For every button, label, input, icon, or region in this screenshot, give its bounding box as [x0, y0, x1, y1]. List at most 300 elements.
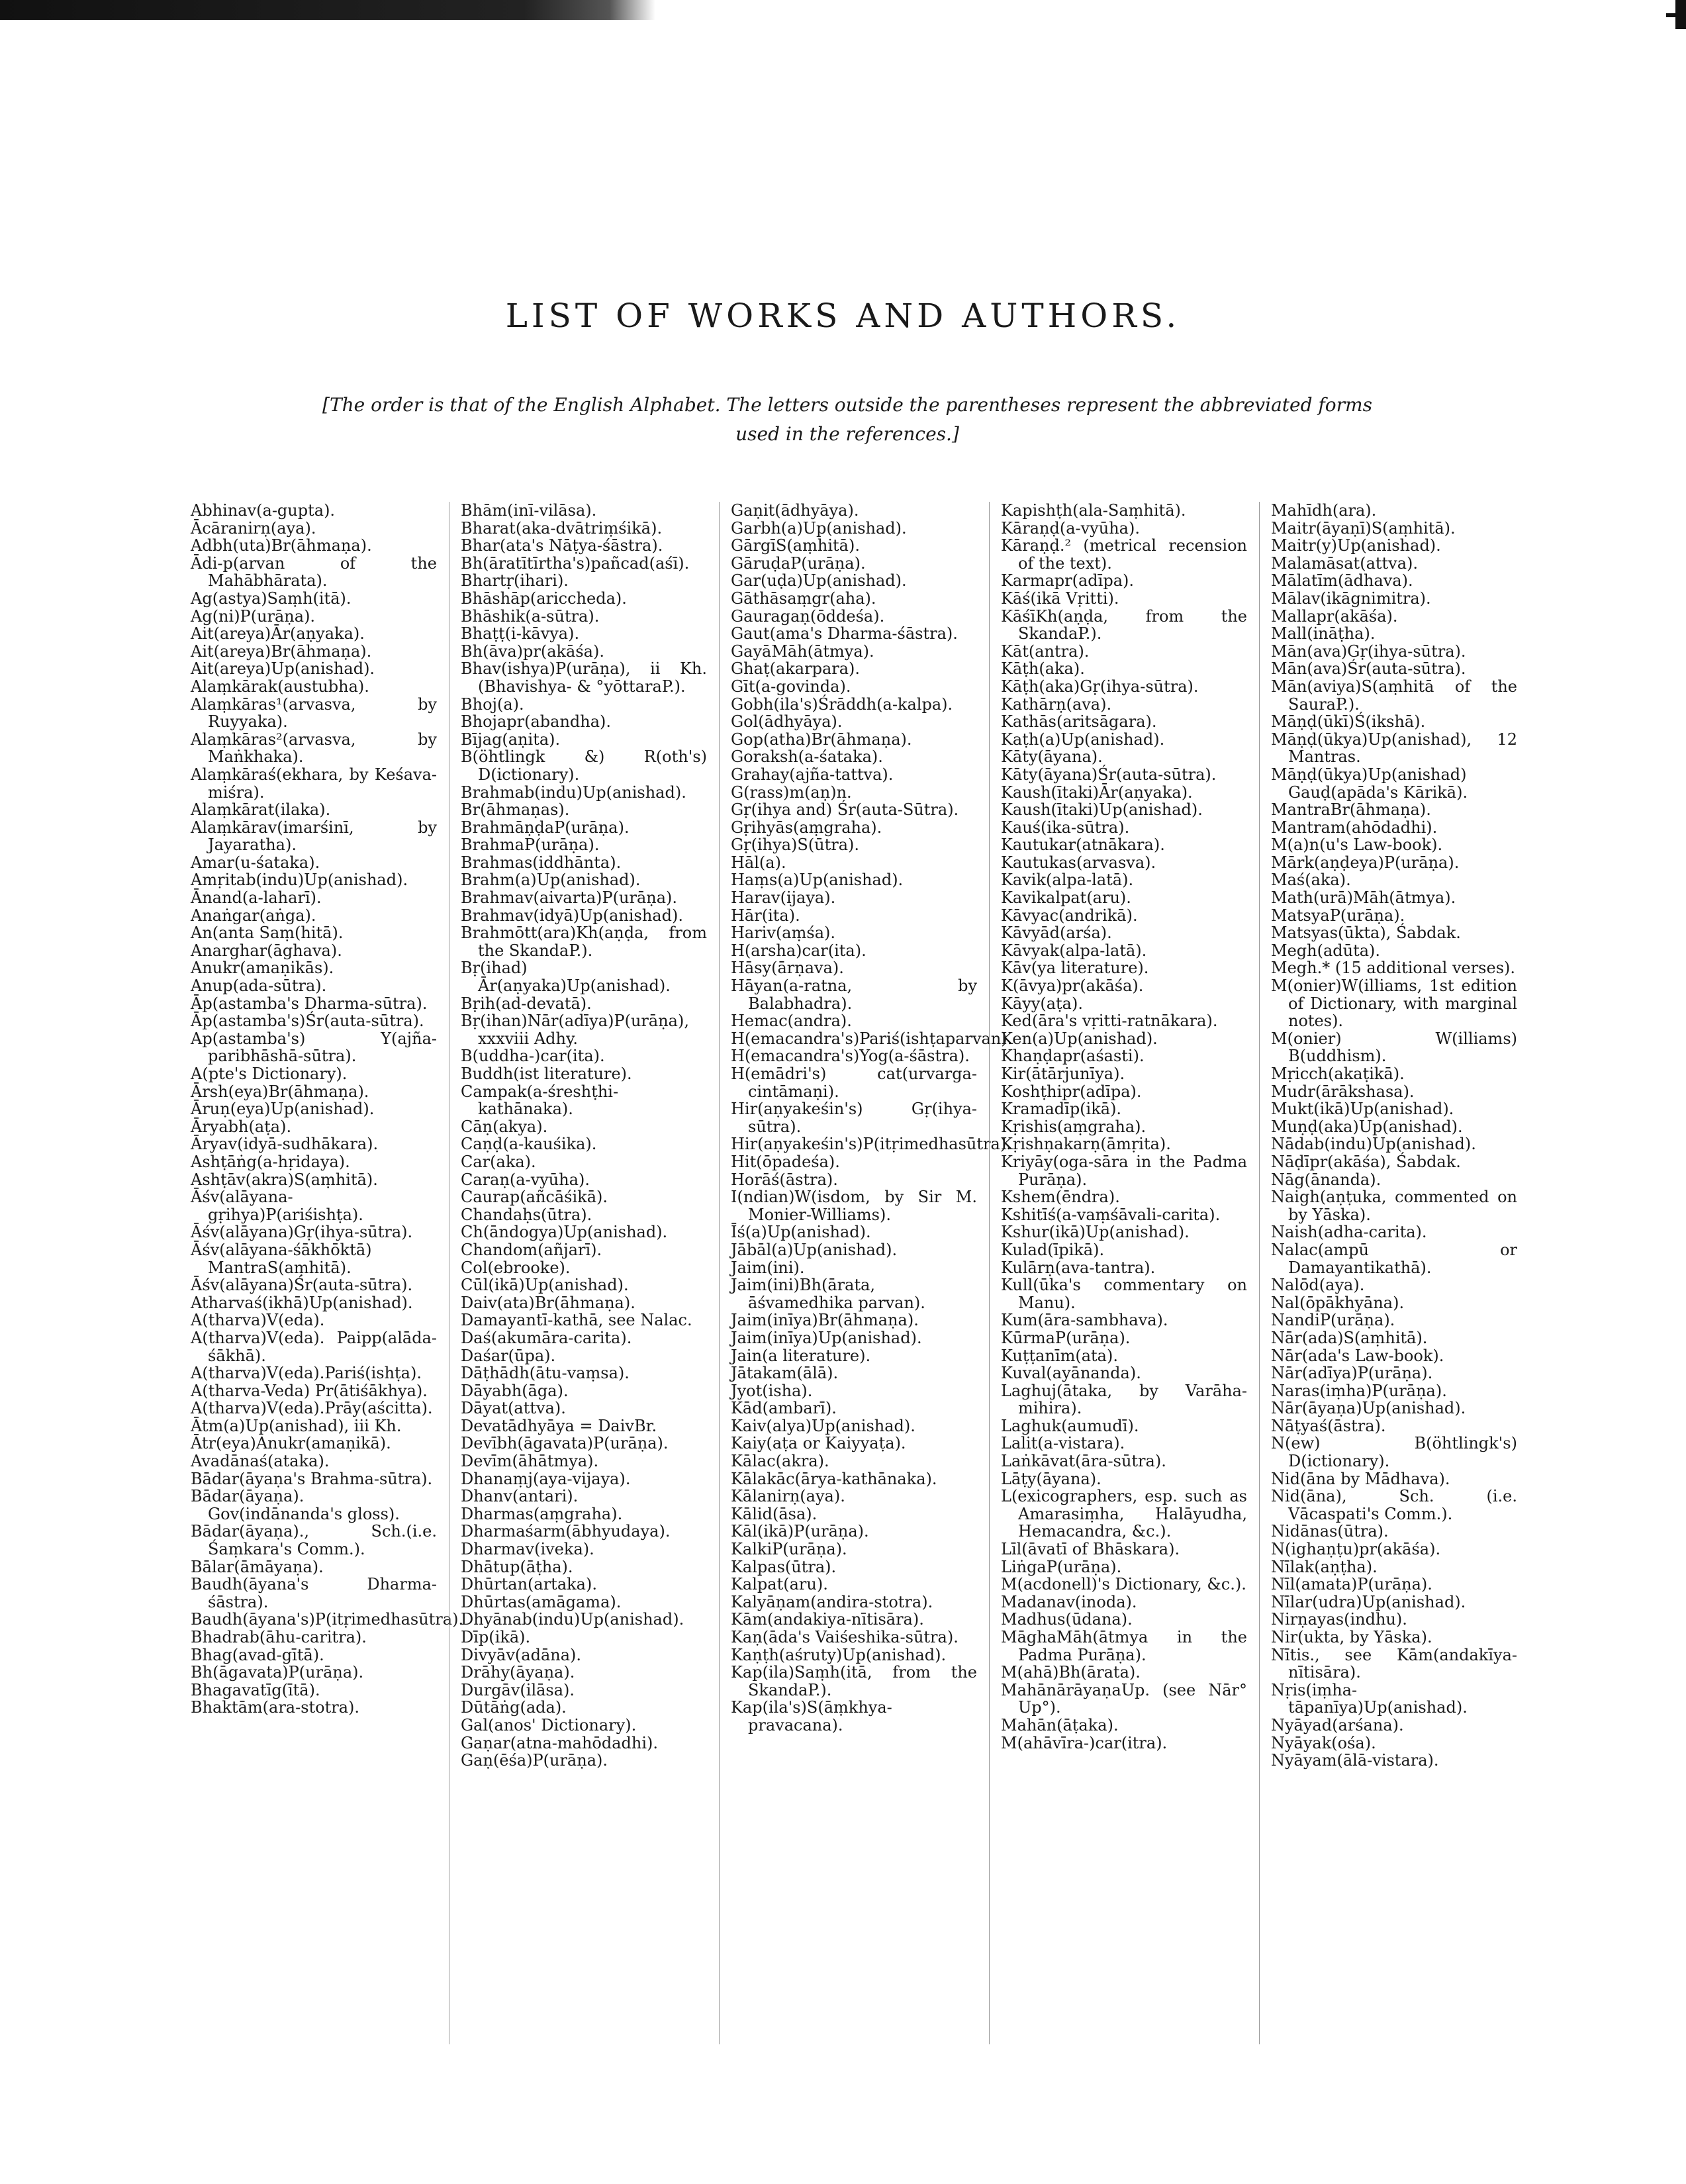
work-entry: Bhoj(a).	[461, 694, 524, 714]
work-entry: Mukt(ikā)Up(anishad).	[1271, 1100, 1454, 1119]
work-entry: Kavik(alpa-latā).	[1001, 871, 1134, 890]
work-entry: Bhaṭṭ(i-kāvya).	[461, 624, 580, 643]
work-entry: Maś(aka).	[1271, 871, 1351, 890]
work-entry: KalkiP(urāṇa).	[731, 1540, 847, 1559]
work-entry: A(tharva)V(eda).	[191, 1311, 325, 1330]
work-entry: MantraBr(āhmaṇa).	[1271, 800, 1431, 820]
work-entry: Dūtāṅg(ada).	[461, 1698, 567, 1717]
work-entry: Bṛ(ihan)Nār(adīya)P(urāṇa), xxxviii Adhy.	[461, 1012, 689, 1048]
work-entry: Br(āhmaṇas).	[461, 800, 570, 820]
work-entry: A(tharva)V(eda). Paipp(alāda-śākhā).	[191, 1328, 437, 1365]
work-entry: Kathārṇ(ava).	[1001, 694, 1112, 714]
work-entry: Mālatīm(ādhava).	[1271, 571, 1413, 591]
work-entry: Baudh(āyana's Dharma-śāstra).	[191, 1575, 437, 1611]
work-entry: Megh(adūta).	[1271, 941, 1381, 960]
work-entry: Ādi-p(arvan of the Mahābhārata).	[191, 553, 437, 591]
work-entry: Bādar(āyaṇa)., Sch.(i.e. Śaṃkara's Comm.).	[191, 1522, 437, 1559]
work-entry: KāśīKh(aṇḍa, from the SkandaP.).	[1001, 606, 1247, 643]
work-entry: Alaṃkārak(austubha).	[191, 677, 369, 696]
work-entry: Bhām(inī-vilāsa).	[461, 501, 597, 520]
work-entry: Kāv(ya literature).	[1001, 959, 1149, 978]
work-entry: Dhanv(antari).	[461, 1487, 579, 1506]
work-entry: BrahmaP(urāṇa).	[461, 835, 600, 855]
work-entry: Nal(ōpākhyāna).	[1271, 1293, 1405, 1312]
work-entry: Khaṇḍapr(aśasti).	[1001, 1047, 1145, 1066]
work-entry: Hār(ita).	[731, 906, 800, 925]
work-entry: Gal(anos' Dictionary).	[461, 1715, 637, 1734]
work-entry: Math(urā)Māh(ātmya).	[1271, 888, 1456, 908]
work-entry: MatsyaP(urāṇa).	[1271, 906, 1405, 925]
work-entry: Gop(atha)Br(āhmaṇa).	[731, 730, 912, 749]
work-entry: L(exicographers, esp. such as Amarasiṃha, Halāyudha, Hemacandra, &c.).	[1001, 1487, 1247, 1541]
work-entry: Kaush(ītaki)Up(anishad).	[1001, 800, 1203, 820]
work-entry: Kautukas(arvasva).	[1001, 853, 1156, 872]
work-entry: Alaṃkārav(imarśinī, by Jayaratha).	[191, 818, 437, 855]
work-entry: Āśv(alāyana)Śr(auta-sūtra).	[191, 1276, 413, 1295]
work-entry: Kuval(ayānanda).	[1001, 1364, 1141, 1383]
work-entry: Kaiv(alya)Up(anishad).	[731, 1416, 915, 1435]
work-entry: Anarghar(āghava).	[191, 941, 342, 960]
work-entry: Durgāv(ilāsa).	[461, 1680, 575, 1699]
work-entry: Nalōd(aya).	[1271, 1276, 1365, 1295]
work-entry: Āryabh(aṭa).	[191, 1117, 292, 1136]
work-entry: Nalac(ampū or Damayantikathā).	[1271, 1240, 1517, 1277]
work-entry: Bhadrab(āhu-caritra).	[191, 1628, 367, 1646]
work-entry: Ch(āndogya)Up(anishad).	[461, 1223, 668, 1242]
work-entry: Kramadīp(ikā).	[1001, 1100, 1122, 1119]
work-entry: Gauragaṇ(ōddeśa).	[731, 606, 885, 626]
work-entry: Nyāyam(ālā-vistara).	[1271, 1751, 1439, 1770]
work-entry: Āryav(idyā-sudhākara).	[191, 1135, 379, 1154]
work-entry: Ag(astya)Saṃh(itā).	[191, 589, 351, 608]
work-entry: Īś(a)Up(anishad).	[731, 1223, 871, 1242]
work-entry: H(arsha)car(ita).	[731, 941, 866, 960]
work-entry: Bhāshik(a-sūtra).	[461, 606, 600, 626]
work-entry: Kulad(īpikā).	[1001, 1240, 1105, 1259]
work-entry: Amṛitab(indu)Up(anishad).	[191, 871, 408, 890]
work-entry: Dīp(ikā).	[461, 1628, 531, 1646]
work-entry: Gol(ādhyāya).	[731, 712, 843, 732]
work-entry: Gaṇ(ēśa)P(urāṇa).	[461, 1751, 608, 1770]
work-entry: Bṛih(ad-devatā).	[461, 994, 592, 1013]
work-entry: Ap(astamba's) Y(ajña-paribhāshā-sūtra).	[191, 1029, 437, 1066]
work-entry: Malamāsat(attva).	[1271, 553, 1419, 573]
work-entry: Lāṭy(āyana).	[1001, 1469, 1101, 1488]
work-entry: Ārsh(eya)Br(āhmaṇa).	[191, 1082, 369, 1101]
work-entry: Mṛicch(akaṭikā).	[1271, 1065, 1405, 1083]
work-entry: Kāvyak(alpa-latā).	[1001, 941, 1147, 960]
work-entry: Grahay(ajña-tattva).	[731, 765, 894, 784]
work-entry: Ait(areya)Up(anishad).	[191, 659, 375, 679]
work-entry: Dharmas(aṃgraha).	[461, 1504, 623, 1523]
work-entry: Kāt(antra).	[1001, 641, 1090, 661]
work-entry: Kālanirṇ(aya).	[731, 1487, 845, 1506]
work-entry: Kāvyād(arśa).	[1001, 924, 1112, 943]
column-2	[461, 502, 707, 2157]
work-entry: Dhātup(āṭha).	[461, 1557, 573, 1576]
work-entry: Nāṭyaś(āstra).	[1271, 1416, 1386, 1435]
work-entry: Māṇḍ(ūkī)Ś(ikshā).	[1271, 712, 1426, 732]
work-entry: Dhūrtas(amāgama).	[461, 1592, 622, 1611]
work-entry: Matsyas(ūkta), Śabdak.	[1271, 924, 1461, 943]
work-entry: Laghuk(aumudī).	[1001, 1416, 1139, 1435]
work-entry: Car(aka).	[461, 1152, 536, 1171]
work-entry: Hit(ōpadeśa).	[731, 1152, 840, 1171]
work-entry: Kriyāy(oga-sāra in the Padma Purāṇa).	[1001, 1152, 1247, 1189]
work-entry: Jyot(isha).	[731, 1381, 813, 1400]
work-entry: Brahmav(aivarta)P(urāṇa).	[461, 888, 678, 908]
work-entry: Jātakam(ālā).	[731, 1364, 839, 1383]
work-entry: Bhagavatīg(ītā).	[191, 1680, 320, 1699]
work-entry: Alaṃkāraś(ekhara, by Keśava-miśra).	[191, 765, 437, 802]
work-entry: Hariv(aṃśa).	[731, 924, 835, 943]
page-title: LIST OF WORKS AND AUTHORS.	[505, 297, 1181, 335]
work-entry: GāruḍaP(urāṇa).	[731, 553, 866, 573]
work-entry: Caurap(añcāśikā).	[461, 1188, 608, 1207]
work-entry: Muṇḍ(aka)Up(anishad).	[1271, 1117, 1463, 1136]
work-entry: Bhav(ishya)P(urāṇa), ii Kh. (Bhavishya- & °yōttaraP.).	[461, 659, 707, 696]
work-entry: Hir(aṇyakeśin's) Gṛ(ihya-sūtra).	[731, 1100, 977, 1136]
work-entry: A(pte's Dictionary).	[191, 1065, 348, 1083]
work-entry: Gṛ(ihya and) Śr(auta-Sūtra).	[731, 800, 959, 820]
work-entry: Devīm(āhātmya).	[461, 1452, 599, 1471]
work-entry: Āruṇ(eya)Up(anishad).	[191, 1100, 375, 1119]
work-entry: Maitr(āyaṇī)S(aṃhitā).	[1271, 518, 1456, 538]
work-entry: Kull(ūka's commentary on Manu).	[1001, 1276, 1247, 1312]
column-rule	[1259, 502, 1260, 2044]
work-entry: Ashṭāṅg(a-hṛidaya).	[191, 1152, 350, 1171]
work-entry: Kāraṇḍ(a-vyūha).	[1001, 518, 1140, 538]
work-entry: Devībh(āgavata)P(urāṇa).	[461, 1434, 669, 1453]
work-entry: Damayantī-kathā, see Nalac.	[461, 1311, 692, 1330]
work-entry: Campak(a-śreshṭhi-kathānaka).	[461, 1082, 619, 1119]
work-entry: Cāṇ(akya).	[461, 1117, 548, 1136]
work-entry: Dharmaśarm(ābhyudaya).	[461, 1522, 671, 1541]
work-entry: Dāṭhādh(ātu-vaṃsa).	[461, 1364, 630, 1383]
work-entry: Kṛishṇakarṇ(āmṛita).	[1001, 1135, 1171, 1154]
work-entry: Cūl(ikā)Up(anishad).	[461, 1276, 629, 1295]
work-entry: Avadānaś(ataka).	[191, 1452, 330, 1471]
work-entry: Āp(astamba's Dharma-sūtra).	[191, 994, 428, 1013]
work-entry: G(rass)m(aṇ)n.	[731, 783, 852, 802]
scan-edge-bar	[0, 0, 655, 20]
work-entry: Jābāl(a)Up(anishad).	[731, 1240, 898, 1259]
work-entry: Ātm(a)Up(anishad), iii Kh.	[191, 1416, 402, 1435]
work-entry: Kaiy(aṭa or Kaiyyaṭa).	[731, 1434, 906, 1453]
work-entry: Jaim(inīya)Up(anishad).	[731, 1328, 922, 1347]
work-entry: An(anta Saṃ(hitā).	[191, 924, 344, 943]
work-entry: M(onier)W(illiams, 1st edition of Dictionary, with marginal notes).	[1271, 976, 1517, 1031]
work-entry: Caṇḍ(a-kauśika).	[461, 1135, 597, 1154]
work-entry: Āp(astamba's)Śr(auta-sūtra).	[191, 1012, 424, 1031]
work-entry: Kṛishis(aṃgraha).	[1001, 1117, 1147, 1136]
work-entry: Bādar(āyaṇa's Brahma-sūtra).	[191, 1469, 433, 1488]
work-entry: M(acdonell)'s Dictionary, &c.).	[1001, 1575, 1246, 1594]
work-entry: Bhag(avad-gītā).	[191, 1645, 324, 1664]
work-entry: Ghaṭ(akarpara).	[731, 659, 861, 679]
work-entry: Kalyāṇam(andira-stotra).	[731, 1592, 933, 1611]
work-entry: Megh.* (15 additional verses).	[1271, 959, 1515, 978]
work-entry: Kāṭh(aka).	[1001, 659, 1085, 679]
work-entry: Nār(ada's Law-book).	[1271, 1346, 1444, 1365]
work-entry: Jain(a literature).	[731, 1346, 871, 1365]
work-entry: Līl(āvatī of Bhāskara).	[1001, 1540, 1180, 1559]
work-entry: Naras(iṃha)P(urāṇa).	[1271, 1381, 1447, 1400]
work-entry: Kāṭh(aka)Gṛ(ihya-sūtra).	[1001, 677, 1199, 696]
work-entry: Āśv(alāyana-śākhōktā) MantraS(aṃhitā).	[191, 1240, 372, 1277]
work-entry: Bādar(āyaṇa). Gov(indānanda's gloss).	[191, 1487, 400, 1523]
work-entry: Alaṃkārat(ilaka).	[191, 800, 331, 820]
work-entry: Mān(ava)Śr(auta-sūtra).	[1271, 659, 1466, 679]
work-entry: Kaush(ītaki)Ār(aṇyaka).	[1001, 783, 1193, 802]
work-entry: Kshur(ikā)Up(anishad).	[1001, 1223, 1190, 1242]
work-entry: Anaṅgar(aṅga).	[191, 906, 316, 925]
work-entry: Goraksh(a-śataka).	[731, 747, 883, 767]
work-entry: Mālav(ikāgnimitra).	[1271, 589, 1431, 608]
work-entry: Bālar(āmāyaṇa).	[191, 1557, 324, 1576]
work-entry: Naigh(aṇṭuka, commented on by Yāska).	[1271, 1188, 1517, 1224]
work-entry: K(āvya)pr(akāśa).	[1001, 976, 1144, 996]
work-entry: Kir(ātārjunīya).	[1001, 1065, 1125, 1083]
column-rule	[719, 502, 720, 2044]
work-entry: Nār(ada)S(aṃhitā).	[1271, 1328, 1428, 1347]
work-entry: Nīlak(aṇṭha).	[1271, 1557, 1378, 1576]
work-entry: Nār(āyaṇa)Up(anishad).	[1271, 1399, 1466, 1418]
work-entry: Brahmav(idyā)Up(anishad).	[461, 906, 683, 925]
work-entry: Nīlar(udra)Up(anishad).	[1271, 1592, 1466, 1611]
work-entry: Madhus(ūdana).	[1001, 1610, 1133, 1629]
work-entry: Bṛ(ihad) Ār(aṇyaka)Up(anishad).	[461, 959, 671, 996]
work-entry: Kap(ila's)S(āṃkhya-pravacana).	[731, 1698, 892, 1734]
work-entry: Kaṇṭh(aśruty)Up(anishad).	[731, 1645, 947, 1664]
work-entry: Abhinav(a-gupta).	[191, 501, 336, 520]
work-entry: Ked(āra's vṛitti-ratnākara).	[1001, 1012, 1218, 1031]
work-entry: Bh(āratītīrtha's)pañcad(aśī).	[461, 553, 690, 573]
work-entry: Gaṇit(ādhyāya).	[731, 501, 859, 520]
work-entry: Ashṭāv(akra)S(aṃhitā).	[191, 1170, 378, 1189]
work-entry: KūrmaP(urāṇa).	[1001, 1328, 1131, 1347]
work-entry: Hāsy(ārṇava).	[731, 959, 844, 978]
work-entry: Mall(ināṭha).	[1271, 624, 1376, 643]
work-entry: Chandom(añjarī).	[461, 1240, 602, 1259]
work-entry: Ait(areya)Br(āhmaṇa).	[191, 641, 372, 661]
work-entry: Gṛihyās(aṃgraha).	[731, 818, 882, 837]
work-entry: Nṛis(iṃha-tāpanīya)Up(anishad).	[1271, 1680, 1468, 1717]
work-entry: Kālac(akra).	[731, 1452, 829, 1471]
work-entry: Nyāyak(ośa).	[1271, 1733, 1376, 1752]
work-entry: Dāyabh(āga).	[461, 1381, 569, 1400]
work-entry: Māṇḍ(ūkya)Up(anishad) Gauḍ(apāda's Kārikā).	[1271, 765, 1468, 802]
work-entry: Dhūrtan(artaka).	[461, 1575, 597, 1594]
work-entry: Kulārṇ(ava-tantra).	[1001, 1258, 1156, 1277]
work-entry: Māṇḍ(ūkya)Up(anishad), 12 Mantras.	[1271, 730, 1517, 767]
work-entry: Nidānas(ūtra).	[1271, 1522, 1389, 1541]
work-entry: Laghuj(ātaka, by Varāha-mihira).	[1001, 1381, 1247, 1418]
work-entry: A(tharva-Veda) Pr(ātiśākhya).	[191, 1381, 428, 1400]
page-note: [The order is that of the English Alphabet. The letters outside the parentheses represent the abbreviated forms used in the references.]	[322, 394, 1372, 445]
work-entry: Kāyy(aṭa).	[1001, 994, 1083, 1013]
column-rule	[989, 502, 990, 2044]
work-entry: Nid(āna by Mādhava).	[1271, 1469, 1450, 1488]
work-entry: Dhyānab(indu)Up(anishad).	[461, 1610, 684, 1629]
column-5	[1271, 502, 1517, 2157]
work-entry: Nid(āna), Sch. (i.e. Vācaspati's Comm.).	[1271, 1487, 1517, 1523]
work-entry: Nyāyad(arśana).	[1271, 1715, 1404, 1734]
work-entry: Kshem(ēndra).	[1001, 1188, 1120, 1207]
work-entry: Kapishṭh(ala-Saṃhitā).	[1001, 501, 1186, 520]
work-entry: Ātr(eya)Anukr(amaṇikā).	[191, 1434, 391, 1453]
work-entry: Gaṇar(atna-mahōdadhi).	[461, 1733, 659, 1752]
work-entry: Kāvyac(andrikā).	[1001, 906, 1138, 925]
work-entry: BrahmāṇḍaP(urāṇa).	[461, 818, 630, 837]
work-entry: Daśar(ūpa).	[461, 1346, 556, 1365]
work-entry: Kautukar(atnākara).	[1001, 835, 1165, 855]
work-entry: Brahm(a)Up(anishad).	[461, 871, 641, 890]
work-entry: Atharvaś(ikhā)Up(anishad).	[191, 1293, 413, 1312]
work-entry: Lalit(a-vistara).	[1001, 1434, 1125, 1453]
work-entry: Mahān(āṭaka).	[1001, 1715, 1119, 1734]
work-entry: Laṅkāvat(āra-sūtra).	[1001, 1452, 1166, 1471]
work-entry: Bhar(ata's Nāṭya-śāstra).	[461, 536, 663, 555]
work-entry: Daiv(ata)Br(āhmaṇa).	[461, 1293, 635, 1312]
work-entry: Amar(u-śataka).	[191, 853, 320, 872]
work-entry: Ait(areya)Ār(aṇyaka).	[191, 624, 365, 643]
work-entry: Āśv(alāyana)Gṛ(ihya-sūtra).	[191, 1223, 413, 1242]
work-entry: Kauś(ika-sūtra).	[1001, 818, 1130, 837]
work-entry: Kshitīś(a-vaṃśāvali-carita).	[1001, 1205, 1221, 1224]
work-entry: Daś(akumāra-carita).	[461, 1328, 632, 1347]
work-entry: Drāhy(āyaṇa).	[461, 1663, 575, 1682]
work-entry: Chandaḥs(ūtra).	[461, 1205, 592, 1224]
work-entry: Gīt(a-govinda).	[731, 677, 851, 696]
work-entry: Dhanaṃj(aya-vijaya).	[461, 1469, 631, 1488]
work-entry: Mārk(aṇḍeya)P(urāṇa).	[1271, 853, 1460, 872]
work-entry: Kalpas(ūtra).	[731, 1557, 837, 1576]
work-entry: Bharat(aka-dvātriṃśikā).	[461, 518, 663, 538]
work-entry: MahānārāyaṇaUp. (see Nār° Up°).	[1001, 1680, 1247, 1717]
column-4	[1001, 502, 1247, 2157]
work-entry: Kāś(ikā Vṛitti).	[1001, 589, 1119, 608]
scan-edge-mark	[1675, 0, 1686, 29]
work-entry: Ānand(a-laharī).	[191, 888, 322, 908]
column-3	[731, 501, 1013, 2157]
work-entry: Bhojapr(abandha).	[461, 712, 612, 732]
work-entry: A(tharva)V(eda).Pariś(ishṭa).	[191, 1364, 422, 1383]
work-entry: Mahīdh(ara).	[1271, 501, 1377, 520]
work-entry: Karmapr(adīpa).	[1001, 571, 1134, 591]
work-entry: B(öhtlingk &) R(oth's) D(ictionary).	[461, 747, 707, 784]
work-entry: Gar(uḍa)Up(anishad).	[731, 571, 907, 591]
work-entry: Gaut(ama's Dharma-śāstra).	[731, 624, 958, 643]
work-entry: Dharmav(iveka).	[461, 1540, 594, 1559]
work-entry: Ag(ni)P(urāṇa).	[191, 606, 316, 626]
work-entry: I(ndian)W(isdom, by Sir M. Monier-Williams).	[731, 1188, 977, 1224]
work-entry: Kālid(āsa).	[731, 1504, 818, 1523]
work-entry: B(uddha-)car(ita).	[461, 1047, 605, 1066]
work-entry: Bh(āgavata)P(urāṇa).	[191, 1663, 364, 1682]
work-entry: Divyāv(adāna).	[461, 1645, 582, 1664]
work-entry: Mantram(ahōdadhi).	[1271, 818, 1438, 837]
work-entry: Kāraṇḍ.² (metrical recension of the text).	[1001, 536, 1247, 573]
work-entry: H(emādri's) cat(urvarga-cintāmaṇi).	[731, 1065, 977, 1101]
work-entry: Nāḍīpr(akāśa), Śabdak.	[1271, 1152, 1461, 1171]
work-entry: Kāty(āyana).	[1001, 747, 1103, 767]
work-entry: Nāg(ānanda).	[1271, 1170, 1382, 1189]
work-entry: Jaim(ini)Bh(ārata, āśvamedhika parvan).	[731, 1276, 925, 1312]
work-entry: Hāl(a).	[731, 853, 786, 872]
work-entry: Jaim(inīya)Br(āhmaṇa).	[731, 1311, 919, 1330]
work-entry: Āśv(alāyana-gṛihya)P(ariśishṭa).	[191, 1188, 363, 1224]
work-entry: Nādab(indu)Up(anishad).	[1271, 1135, 1476, 1154]
work-entry: Nir(ukta, by Yāska).	[1271, 1628, 1432, 1646]
column-1	[191, 501, 464, 2157]
work-entry: Ācāranirṇ(aya).	[191, 518, 316, 538]
work-entry: Ken(a)Up(anishad).	[1001, 1029, 1158, 1048]
work-entry: M(a)n(u's Law-book).	[1271, 835, 1443, 855]
work-entry: Hir(aṇyakeśin's)P(itṛimedhasūtra).	[731, 1135, 1011, 1154]
work-entry: Kālakāc(ārya-kathānaka).	[731, 1469, 937, 1488]
work-entry: M(ahāvīra-)car(itra).	[1001, 1733, 1168, 1752]
work-entry: NandiP(urāṇa).	[1271, 1311, 1395, 1330]
work-entry: Kap(ila)Saṃh(itā, from the SkandaP.).	[731, 1663, 977, 1699]
work-entry: H(emacandra's)Pariś(ishṭaparvan).	[731, 1029, 1013, 1048]
work-entry: Kāty(āyana)Śr(auta-sūtra).	[1001, 765, 1217, 784]
work-entry: Gobh(ila's)Śrāddh(a-kalpa).	[731, 694, 953, 714]
work-entry: Buddh(ist literature).	[461, 1065, 632, 1083]
work-entry: Horāś(āstra).	[731, 1170, 838, 1189]
work-entry: Mān(ava)Gṛ(ihya-sūtra).	[1271, 641, 1466, 661]
work-entry: Nīl(amata)P(urāṇa).	[1271, 1575, 1432, 1594]
work-entry: Mudr(ārākshasa).	[1271, 1082, 1415, 1101]
work-entry: Kalpat(aru).	[731, 1575, 828, 1594]
work-entry: Alaṃkāras²(arvasva, by Maṅkhaka).	[191, 730, 437, 767]
work-entry: Kāl(ikā)P(urāṇa).	[731, 1522, 869, 1541]
work-entry: Koshṭhipr(adīpa).	[1001, 1082, 1142, 1101]
work-entry: Harav(ijaya).	[731, 888, 836, 908]
work-entry: Devatādhyāya = DaivBr.	[461, 1416, 657, 1435]
work-entry: Naish(adha-carita).	[1271, 1223, 1427, 1242]
work-entry: Kathās(aritsāgara).	[1001, 712, 1157, 732]
work-entry: Garbh(a)Up(anishad).	[731, 518, 907, 538]
work-entry: Brahmas(iddhānta).	[461, 853, 622, 872]
work-entry: Alaṃkāras¹(arvasva, by Ruyyaka).	[191, 694, 437, 732]
work-entry: N(ew) B(öhtlingk's) D(ictionary).	[1271, 1434, 1517, 1471]
work-entry: Mān(aviya)S(aṃhitā of the SauraP.).	[1271, 677, 1517, 714]
work-entry: Haṃs(a)Up(anishad).	[731, 871, 904, 890]
work-entry: Nirṇayas(indhu).	[1271, 1610, 1407, 1629]
work-entry: LiṅgaP(urāṇa).	[1001, 1557, 1122, 1576]
work-entry: Nītis., see Kām(andakīya-nītisāra).	[1271, 1645, 1517, 1682]
work-entry: Bhaktām(ara-stotra).	[191, 1698, 360, 1717]
work-entry: Gāthāsaṃgr(aha).	[731, 589, 876, 608]
work-entry: N(ighaṇṭu)pr(akāśa).	[1271, 1540, 1441, 1559]
work-entry: Mallapr(akāśa).	[1271, 606, 1398, 626]
work-entry: Kuṭṭanīm(ata).	[1001, 1346, 1118, 1365]
work-entry: GayāMāh(ātmya).	[731, 641, 874, 661]
work-entry: Jaim(ini).	[731, 1258, 805, 1277]
work-entry: Anukr(amaṇikās).	[191, 959, 334, 978]
work-entry: A(tharva)V(eda).Prāy(aścitta).	[191, 1399, 433, 1418]
work-entry: Dāyat(attva).	[461, 1399, 566, 1418]
work-entry: GārgīS(aṃhitā).	[731, 536, 860, 555]
work-entry: Brahmab(indu)Up(anishad).	[461, 783, 686, 802]
work-entry: Anup(ada-sūtra).	[191, 976, 327, 996]
work-entry: Brahmōtt(ara)Kh(aṇḍa, from the SkandaP.).	[461, 924, 707, 960]
work-entry: Kaṭh(a)Up(anishad).	[1001, 730, 1165, 749]
work-entry: Kaṇ(āda's Vaiśeshika-sūtra).	[731, 1628, 959, 1646]
work-entry: Kum(āra-sambhava).	[1001, 1311, 1168, 1330]
work-entry: Kām(andakiya-nītisāra).	[731, 1610, 924, 1629]
